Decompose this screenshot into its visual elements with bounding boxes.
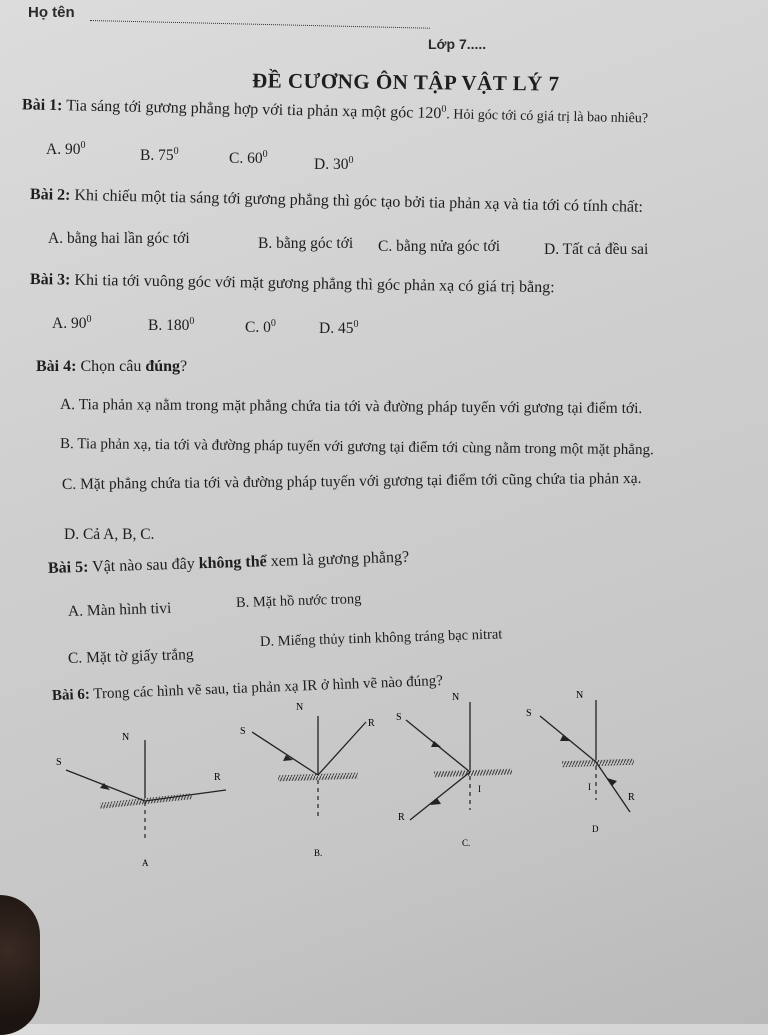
figure-d-label-n: N	[576, 690, 584, 701]
name-label: Họ tên	[28, 4, 75, 21]
name-blank-line	[90, 20, 430, 29]
figure-c-caption: C.	[462, 838, 471, 848]
figure-b-label-s: S	[240, 726, 246, 737]
question-5: Bài 5: Vật nào sau đây không thể xem là gương phẳng?	[47, 548, 410, 577]
figure-b-label-n: N	[296, 702, 304, 713]
question-5-emphasis: không thể	[198, 553, 267, 573]
q2-option-b: B. bằng góc tới	[258, 235, 354, 252]
q2-option-c: C. bằng nửa góc tới	[378, 238, 501, 255]
reflection-diagrams	[0, 680, 768, 880]
q5-option-b: B. Mặt hồ nước trong	[235, 591, 362, 611]
q5-option-a: A. Màn hình tivi	[67, 599, 172, 620]
q4-option-b: B. Tia phản xạ, tia tới và đường pháp tuyến với gương tại điểm tới cùng nằm trong một mặt phẳng.	[59, 436, 654, 459]
figure-c	[396, 692, 512, 848]
figure-b-incident-ray	[252, 732, 318, 775]
figure-a-label-s: S	[56, 757, 62, 768]
figure-b	[240, 702, 375, 858]
figure-c-label-n: N	[452, 692, 460, 703]
figure-c-reflected-ray	[410, 772, 470, 820]
figure-d-label-s: S	[526, 708, 532, 719]
q3-option-b: B. $180^0$	[148, 316, 195, 335]
page-title: ĐỀ CƯƠNG ÔN TẬP VẬT LÝ 7	[251, 68, 560, 96]
q3-option-d: D. $45^0$	[319, 319, 359, 338]
question-6-text: Trong các hình vẽ sau, tia phản xạ IR ở hình vẽ nào đúng?	[93, 672, 444, 703]
question-2	[30, 186, 643, 217]
figure-d-reflected-ray	[596, 762, 630, 812]
figure-c-label-s: S	[396, 712, 402, 723]
q3-option-a: A. $90^0$	[52, 314, 92, 333]
figure-b-caption: B.	[314, 848, 323, 858]
q2-option-a: A. bằng hai lần góc tới	[48, 230, 190, 247]
question-1-text-end: . Hỏi góc tới có giá trị là bao nhiêu?	[446, 107, 649, 127]
question-1-number: Bài 1:	[21, 96, 63, 115]
figure-a-caption: A	[142, 858, 149, 868]
q1-option-d: D. $30^0$	[314, 155, 354, 174]
question-4-number: Bài 4:	[36, 358, 77, 375]
figure-d-label-i: I	[588, 782, 591, 792]
figure-c-mirror	[434, 769, 512, 778]
figure-d-caption: D	[592, 824, 599, 834]
q4-option-c: C. Mặt phẳng chứa tia tới và đường pháp tuyến với gương tại điểm tới cũng chứa tia phản xạ.	[61, 469, 642, 493]
figure-a	[56, 732, 226, 868]
figure-a-label-n: N	[122, 732, 130, 743]
figure-b-reflected-ray	[318, 722, 366, 775]
question-2-number: Bài 2:	[29, 186, 71, 204]
figure-d-incident-ray	[540, 716, 596, 762]
question-3-text: Khi tia tới vuông góc với mặt gương phẳng thì góc phản xạ có giá trị bằng:	[74, 271, 555, 297]
q3-option-c: C. $0^0$	[245, 318, 276, 337]
question-4-emphasis: đúng	[145, 358, 181, 375]
question-1	[22, 95, 648, 127]
question-3	[30, 271, 555, 297]
degree-sup: 0	[441, 103, 447, 115]
figure-b-label-r: R	[368, 718, 375, 729]
figure-c-label-r: R	[398, 812, 405, 823]
thumb-shadow	[0, 895, 40, 1035]
question-4: Bài 4: Chọn câu đúng?	[36, 358, 188, 375]
q1-option-a: A. $90^0$	[46, 140, 86, 159]
q1-option-c: C. $60^0$	[229, 149, 268, 168]
question-2-text: Khi chiếu một tia sáng tới gương phẳng thì góc tạo bởi tia phản xạ và tia tới có tính chất:	[74, 186, 644, 216]
question-3-number: Bài 3:	[29, 271, 71, 289]
class-label: Lớp 7.....	[428, 36, 487, 52]
q1-option-b: B. $75^0$	[140, 146, 179, 165]
question-1-text: Tia sáng tới gương phẳng hợp với tia phản xạ một góc 120	[65, 97, 442, 123]
q5-option-c: C. Mặt tờ giấy trắng	[67, 646, 194, 667]
q5-option-d: D. Miếng thủy tinh không tráng bạc nitrat	[259, 626, 503, 650]
figure-a-label-r: R	[214, 772, 221, 783]
q2-option-d: D. Tất cả đều sai	[544, 241, 649, 258]
q4-option-d: D. Cả A, B, C.	[64, 526, 155, 543]
question-6-number: Bài 6:	[51, 686, 91, 704]
q4-option-a: A. Tia phản xạ nằm trong mặt phẳng chứa tia tới và đường pháp tuyến với gương tại điểm tới.	[59, 396, 643, 418]
figure-d	[526, 690, 635, 834]
figure-c-label-i: I	[478, 784, 481, 794]
figure-d-label-r: R	[628, 792, 635, 803]
question-5-number: Bài 5:	[47, 558, 89, 577]
